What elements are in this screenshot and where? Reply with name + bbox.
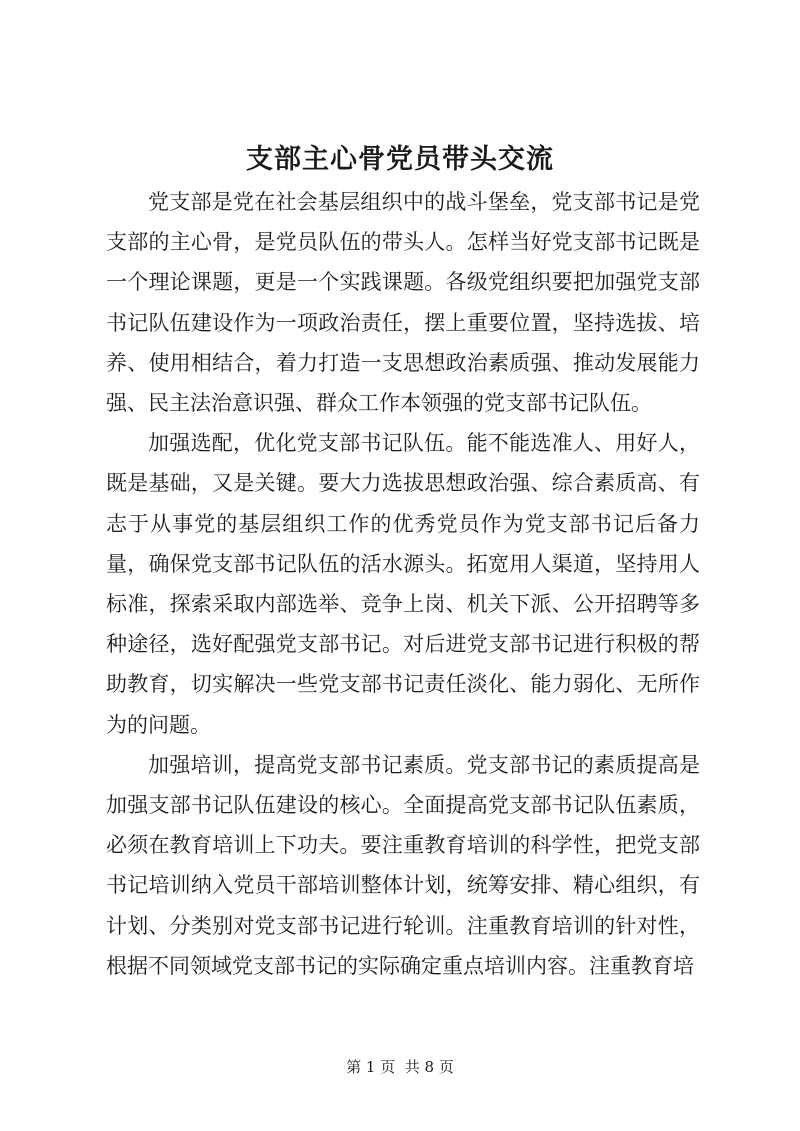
document-title: 支部主心骨党员带头交流 xyxy=(246,144,554,175)
page-footer xyxy=(0,1056,800,1078)
paragraph-3: 加强培训，提高党支部书记素质。党支部书记的素质提高是加强支部书记队伍建设的核心。全面提高党支部书记队伍素质，必须在教育培训上下功夫。要注重教育培训的科学性，把党支部书记培训纳入党员干部培训整体计划，统筹安排、精心组织，有计划、分类别对党支部书记进行轮训。注重教育培训的针对性，根据不同领域党支部书记的实际确定重点培训内容。注重教育培 xyxy=(106,752,700,978)
page-number-label: 第 1 页 共 8 页 xyxy=(346,1058,454,1076)
paragraph-1: 党支部是党在社会基层组织中的战斗堡垒，党支部书记是党支部的主心骨，是党员队伍的带头人。怎样当好党支部书记既是一个理论课题，更是一个实践课题。各级党组织要把加强党支部书记队伍建设作为一项政治责任，摆上重要位置，坚持选拔、培养、使用相结合，着力打造一支思想政治素质强、推动发展能力强、民主法治意识强、群众工作本领强的党支部书记队伍。 xyxy=(106,190,700,416)
document-body xyxy=(106,182,700,986)
paragraph-2: 加强选配，优化党支部书记队伍。能不能选准人、用好人，既是基础，又是关键。要大力选拔思想政治强、综合素质高、有志于从事党的基层组织工作的优秀党员作为党支部书记后备力量，确保党支部书记队伍的活水源头。拓宽用人渠道，坚持用人标准，探索采取内部选举、竞争上岗、机关下派、公开招聘等多种途径，选好配强党支部书记。对后进党支部书记进行积极的帮助教育，切实解决一些党支部书记责任淡化、能力弱化、无所作为的问题。 xyxy=(106,431,700,737)
